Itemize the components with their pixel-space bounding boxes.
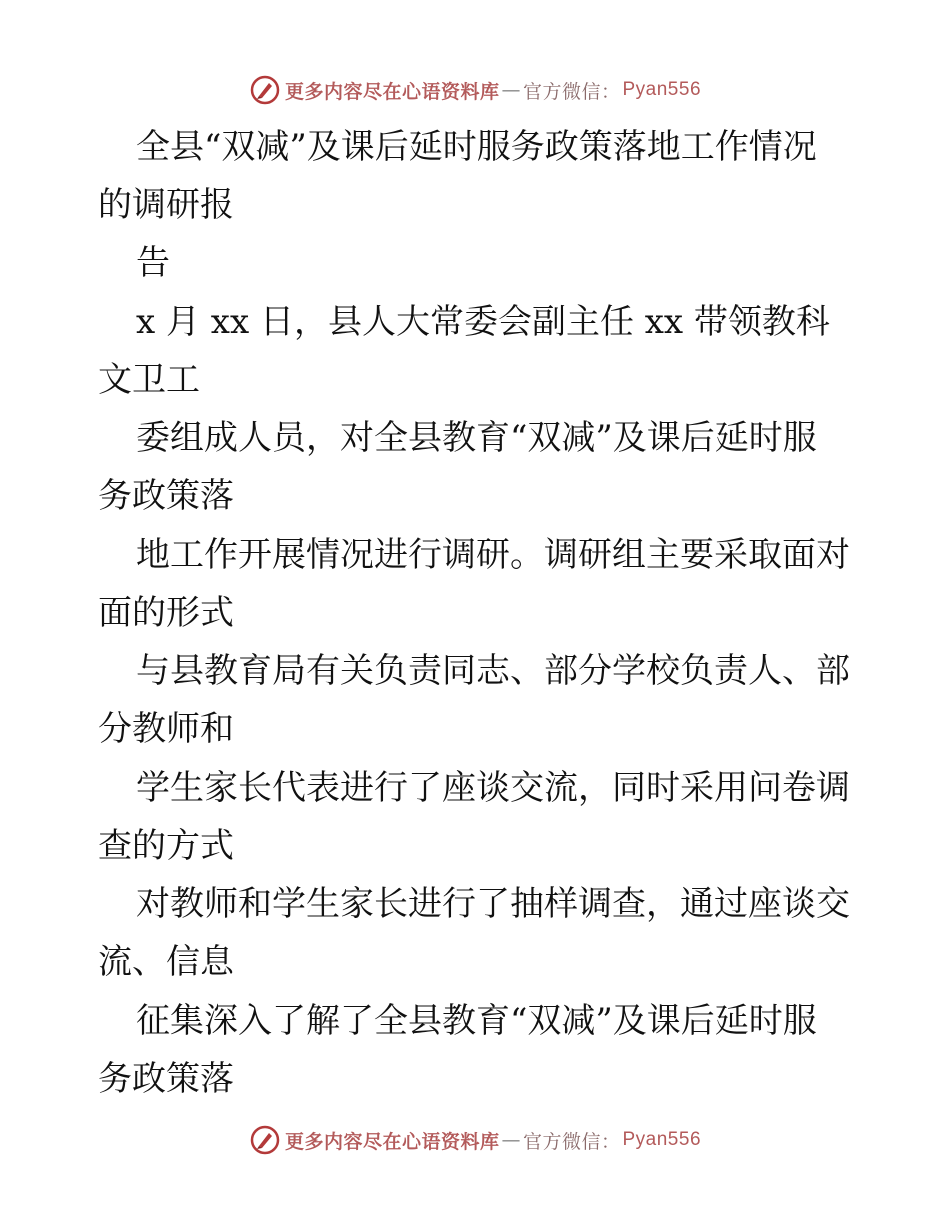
watermark-id: Pyan556 (622, 1129, 702, 1150)
watermark-dash: — (501, 79, 521, 101)
text-line: 告 (136, 243, 170, 283)
text-line: x 月 xx 日，县人大常委会副主任 xx 带领教科 (136, 302, 830, 342)
text-line: 的调研报 (98, 185, 234, 225)
text-line: 查的方式 (98, 826, 234, 866)
text-line: 委组成人员，对全县教育“双减”及课后延时服 (136, 418, 817, 458)
footer-watermark (0, 1120, 950, 1160)
watermark-text: 更多内容尽在心语资料库 (284, 80, 500, 103)
text-line: 学生家长代表进行了座谈交流，同时采用问卷调 (136, 768, 850, 808)
text-line: 流、信息 (98, 942, 234, 982)
pen-logo-icon (249, 1124, 281, 1156)
watermark-sub: 官方微信： (522, 1130, 621, 1153)
text-line: 征集深入了解了全县教育“双减”及课后延时服 (136, 1001, 817, 1041)
text-line: 对教师和学生家长进行了抽样调查，通过座谈交 (136, 884, 850, 924)
text-line: 分教师和 (98, 709, 234, 749)
watermark-dash: — (501, 1129, 521, 1151)
text-line: 务政策落 (98, 476, 234, 516)
text-line: 与县教育局有关负责同志、部分学校负责人、部 (136, 651, 850, 691)
watermark-id: Pyan556 (622, 79, 702, 100)
text-line: 面的形式 (98, 593, 234, 633)
pen-logo-icon (249, 74, 281, 106)
text-line: 务政策落 (98, 1059, 234, 1099)
header-watermark (0, 70, 950, 110)
text-line: 全县“双减”及课后延时服务政策落地工作情况 (136, 127, 817, 167)
watermark-text: 更多内容尽在心语资料库 (284, 1130, 500, 1153)
text-line: 地工作开展情况进行调研。调研组主要采取面对 (136, 535, 850, 575)
text-line: 文卫工 (98, 360, 200, 400)
watermark-sub: 官方微信： (522, 80, 621, 103)
